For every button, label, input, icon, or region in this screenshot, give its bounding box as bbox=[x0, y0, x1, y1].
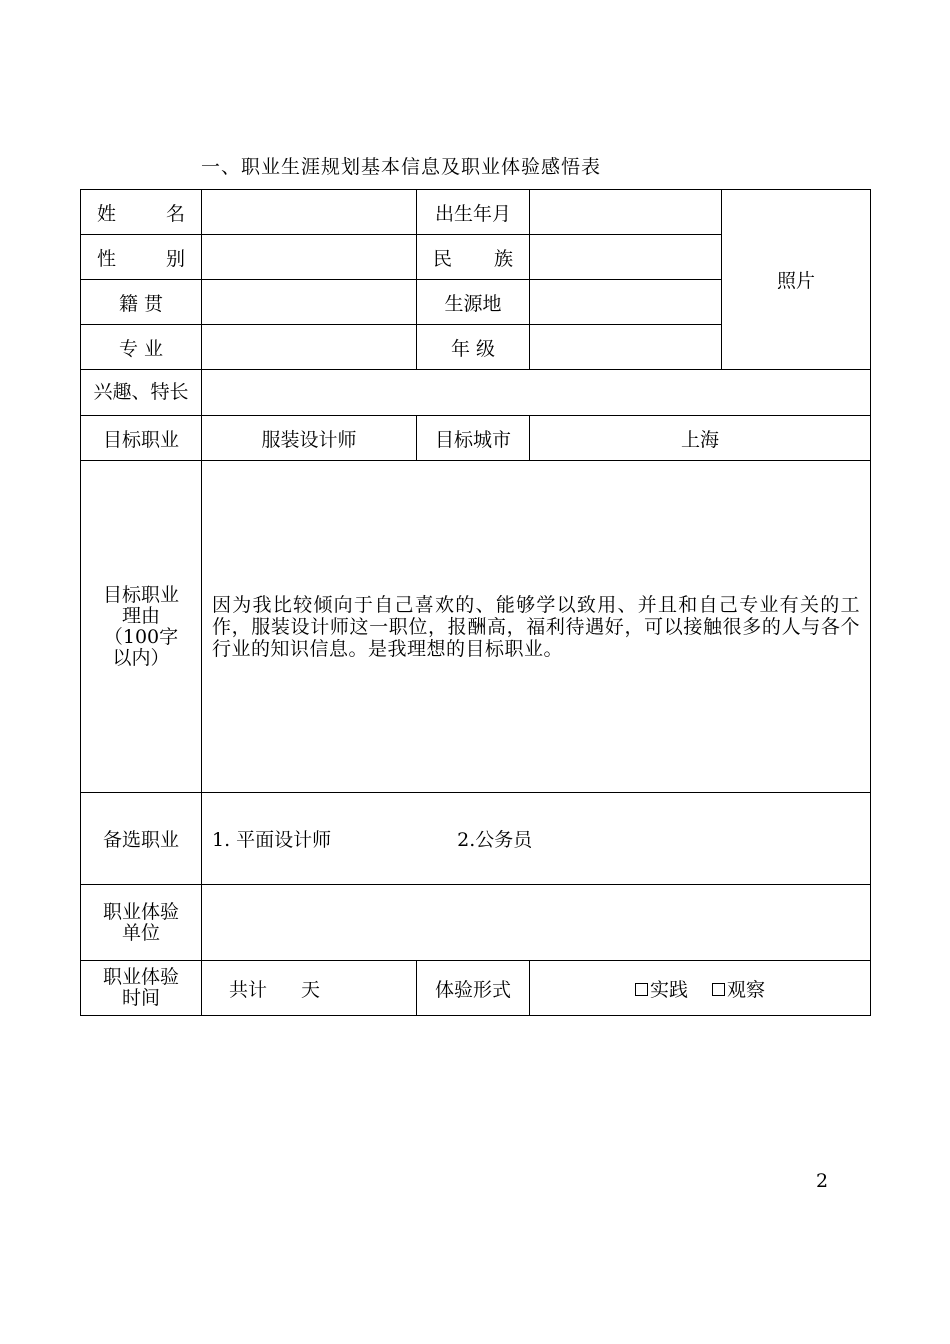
form-title: 一、职业生涯规划基本信息及职业体验感悟表 bbox=[201, 156, 602, 178]
label-unit: 职业体验单位 bbox=[81, 885, 202, 961]
row-hobby bbox=[81, 370, 871, 416]
field-unit[interactable] bbox=[202, 885, 871, 961]
alternative-2: 2.公务员 bbox=[457, 829, 533, 851]
option-observe[interactable]: 观察 bbox=[712, 975, 765, 1002]
field-grade[interactable] bbox=[530, 325, 722, 370]
field-birth[interactable] bbox=[530, 190, 722, 235]
checkbox-icon[interactable] bbox=[635, 983, 648, 996]
row-unit bbox=[81, 885, 871, 961]
label-native: 籍 贯 bbox=[81, 280, 202, 325]
field-target-job[interactable]: 服装设计师 bbox=[202, 416, 417, 461]
label-name: 姓 名 bbox=[81, 190, 202, 235]
label-time: 职业体验时间 bbox=[81, 961, 202, 1016]
days-suffix: 天 bbox=[301, 978, 321, 1001]
row-target bbox=[81, 416, 871, 461]
field-target-city[interactable]: 上海 bbox=[530, 416, 871, 461]
field-reason[interactable]: 因为我比较倾向于自己喜欢的、能够学以致用、并且和自己专业有关的工作，服装设计师这一职位，报酬高，福利待遇好，可以接触很多的人与各个行业的知识信息。是我理想的目标职业。 bbox=[202, 461, 871, 793]
field-name[interactable] bbox=[202, 190, 417, 235]
label-target-city: 目标城市 bbox=[417, 416, 530, 461]
label-reason: 目标职业理由（100字以内） bbox=[81, 461, 202, 793]
label-target-job: 目标职业 bbox=[81, 416, 202, 461]
checkbox-icon[interactable] bbox=[712, 983, 725, 996]
photo-cell: 照片 bbox=[722, 190, 871, 370]
row-alternative bbox=[81, 793, 871, 885]
label-birth: 出生年月 bbox=[417, 190, 530, 235]
page-number: 2 bbox=[816, 1170, 829, 1192]
label-alternative: 备选职业 bbox=[81, 793, 202, 885]
label-grade: 年 级 bbox=[417, 325, 530, 370]
field-gender[interactable] bbox=[202, 235, 417, 280]
field-major[interactable] bbox=[202, 325, 417, 370]
label-major: 专 业 bbox=[81, 325, 202, 370]
field-hobby[interactable] bbox=[202, 370, 871, 416]
row-name bbox=[81, 190, 871, 235]
label-form: 体验形式 bbox=[417, 961, 530, 1016]
label-hobby: 兴趣、特长 bbox=[81, 370, 202, 416]
option-practice[interactable]: 实践 bbox=[635, 975, 688, 1002]
field-ethnic[interactable] bbox=[530, 235, 722, 280]
days-prefix: 共计 bbox=[229, 978, 268, 1001]
row-time bbox=[81, 961, 871, 1016]
label-gender: 性 别 bbox=[81, 235, 202, 280]
label-ethnic: 民 族 bbox=[417, 235, 530, 280]
field-days[interactable] bbox=[202, 961, 417, 1016]
label-origin: 生源地 bbox=[417, 280, 530, 325]
field-origin[interactable] bbox=[530, 280, 722, 325]
alternative-1: 1. 平面设计师 bbox=[212, 829, 332, 851]
field-alternative[interactable] bbox=[202, 793, 871, 885]
field-form bbox=[530, 961, 871, 1016]
row-reason bbox=[81, 461, 871, 793]
field-native[interactable] bbox=[202, 280, 417, 325]
career-info-table bbox=[80, 189, 871, 1016]
